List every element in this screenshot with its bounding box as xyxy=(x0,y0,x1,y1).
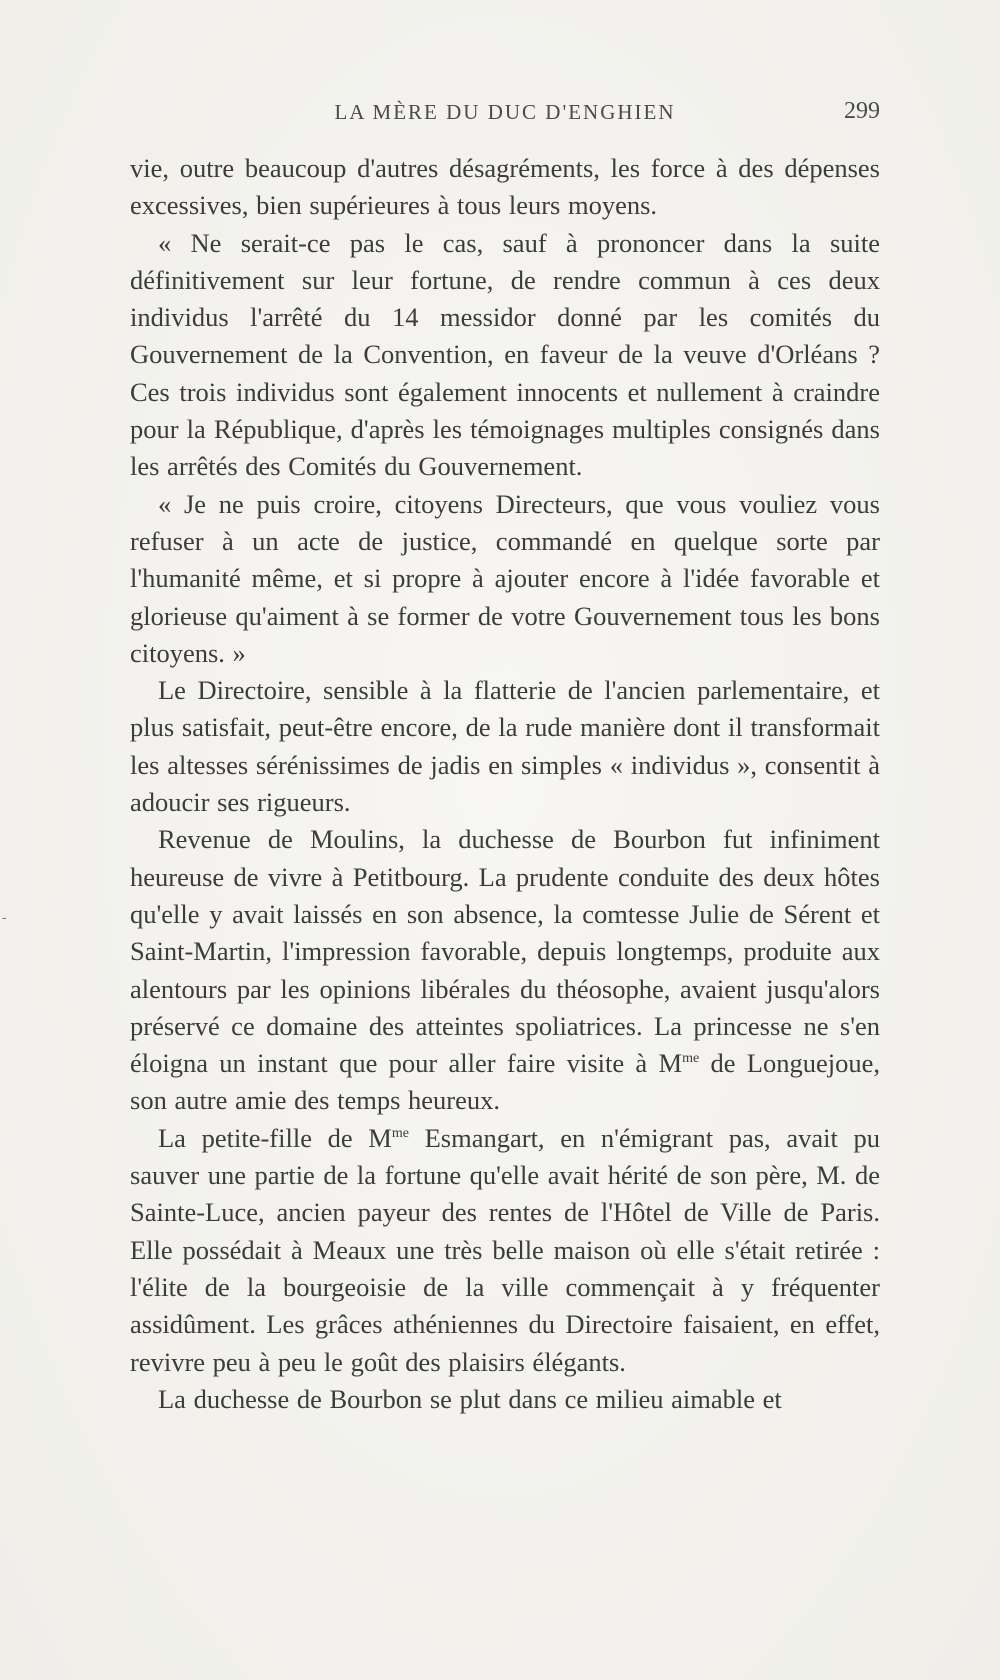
paragraph-text: « Je ne puis croire, citoyens Directeurs, que vous vouliez vous refuser à un acte de justice, commandé en quelque sorte par l'humanité même, et si propre à ajouter encore à l'idée favorable et glorieuse qu'aiment à se former de votre Gouvernement tous les bons citoyens. » xyxy=(130,488,880,668)
running-title: LA MÈRE DU DUC D'ENGHIEN xyxy=(334,100,676,124)
paragraph-3 xyxy=(130,486,880,672)
superscript: me xyxy=(391,1125,409,1141)
paragraph-7 xyxy=(130,1381,880,1418)
paragraph-2 xyxy=(130,225,880,486)
paragraph-text: Le Directoire, sensible à la flatterie de l'ancien parlementaire, et plus satisfait, peut-être encore, de la rude manière dont il transformait les altesses sérénissimes de jadis en simples « individus », consentit à adoucir ses rigueurs. xyxy=(130,675,880,818)
superscript: me xyxy=(682,1051,700,1067)
paragraph-6 xyxy=(130,1120,880,1381)
running-head xyxy=(130,100,880,134)
margin-mark: - xyxy=(2,910,7,926)
paragraph-text-tail: Esmangart, en n'émigrant pas, avait pu sauver une partie de la fortune qu'elle avait hérité de son père, M. de Sainte-Luce, ancien payeur des rentes de l'Hôtel de Ville de Paris. Elle possédait à Meaux une très belle maison où elle s'était retirée : l'élite de la bourgeoisie de la ville commençait à y fréquenter assidûment. Les grâces athéniennes du Directoire faisaient, en effet, revivre peu à peu le goût des plaisirs élégants. xyxy=(130,1122,880,1377)
paragraph-5 xyxy=(130,821,880,1119)
paragraph-text: Revenue de Moulins, la duchesse de Bourbon fut infiniment heureuse de vivre à Petitbourg. La prudente conduite des deux hôtes qu'elle y avait laissés en son absence, la comtesse Julie de Sérent et Saint-Martin, l'impression favorable, depuis longtemps, produite aux alentours par les opinions libérales du théosophe, avaient jusqu'alors préservé ce domaine des atteintes spoliatrices. La princesse ne s'en éloigna un instant que pour aller faire visite à M xyxy=(130,824,880,1079)
paragraph-4 xyxy=(130,672,880,821)
paragraph-text: vie, outre beaucoup d'autres désagréments, les force à des dépenses excessives, bien supérieures à tous leurs moyens. xyxy=(130,153,880,221)
body-text xyxy=(130,150,880,1418)
paragraph-text: La duchesse de Bourbon se plut dans ce milieu aimable et xyxy=(158,1383,782,1414)
paragraph-text: La petite-fille de M xyxy=(158,1122,392,1153)
paragraph-text: « Ne serait-ce pas le cas, sauf à prononcer dans la suite définitivement sur leur fortune, de rendre commun à ces deux individus l'arrêté du 14 messidor donné par les comités du Gouvernement de la Convention, en faveur de la veuve d'Orléans ? Ces trois individus sont également innocents et nullement à craindre pour la République, d'après les témoignages multiples consignés dans les arrêtés des Comités du Gouvernement. xyxy=(130,227,880,482)
paragraph-1 xyxy=(130,150,880,225)
page-number: 299 xyxy=(844,98,880,124)
paragraph-text-tail: de Longuejoue, son autre amie des temps heureux. xyxy=(130,1048,880,1116)
